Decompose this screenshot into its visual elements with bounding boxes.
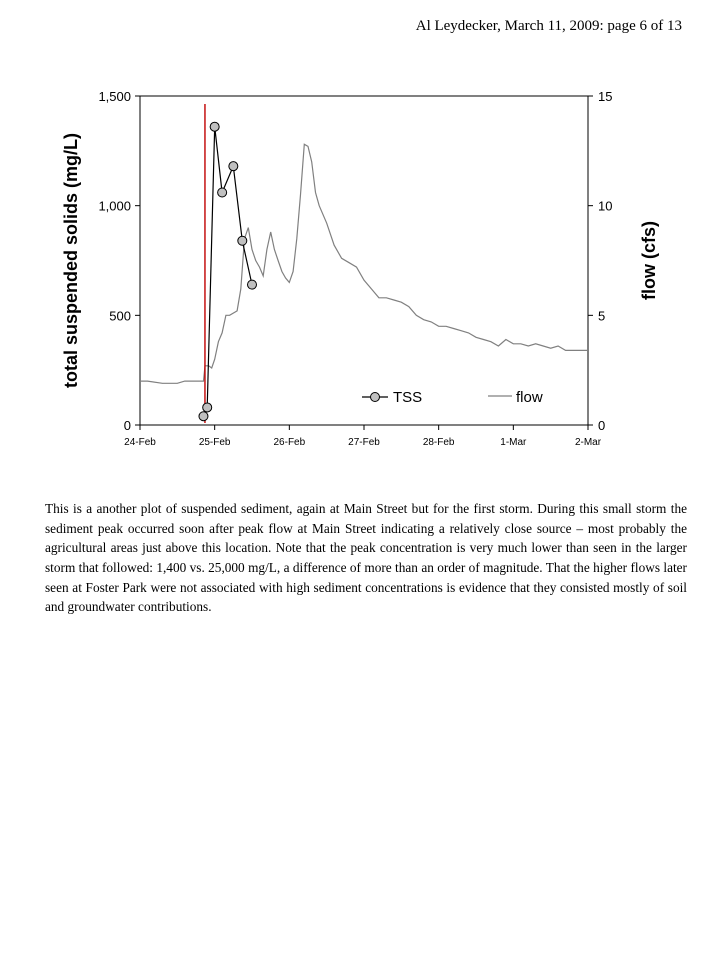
tss-point [229, 162, 238, 171]
tss-point [199, 412, 208, 421]
x-tick-label: 25-Feb [198, 437, 231, 448]
tss-series-line [204, 127, 253, 417]
tss-point [210, 122, 219, 131]
y-tick-label: 500 [109, 308, 131, 324]
x-tick-label: 27-Feb [348, 437, 380, 448]
x-tick-label: 24-Feb [124, 437, 156, 448]
x-tick-label: 1-Mar [500, 437, 527, 448]
x-tick-label: 28-Feb [422, 437, 455, 448]
y-axis-title: total suspended solids (mg/L) [61, 132, 81, 389]
y2-tick-label: 10 [598, 198, 613, 214]
x-tick-label: 26-Feb [273, 437, 306, 448]
tss-point [203, 403, 212, 412]
y2-tick-label: 5 [598, 308, 606, 324]
y2-tick-label: 0 [598, 418, 606, 433]
flow-series-line [140, 144, 588, 383]
chart-svg [0, 0, 720, 470]
legend-flow-label: flow [516, 389, 543, 406]
page-header: Al Leydecker, March 11, 2009: page 6 of 13 [415, 18, 682, 34]
x-tick-label: 2-Mar [574, 437, 602, 448]
tss-point [218, 188, 227, 197]
y2-axis-title: flow (cfs) [639, 221, 659, 300]
tss-point [248, 280, 257, 289]
y-tick-label: 1,500 [98, 89, 131, 104]
body-paragraph: This is a another plot of suspended sediment, again at Main Street but for the first storm. During this small storm the sediment peak occurred soon after peak flow at Main Street indicating a relatively close source – most probably the agricultural areas just above this location. Note that the peak concentration is very much lower than seen in the larger storm that followed: 1,400 vs. 25,000 mg/L, a difference of more than an order of magnitude. That the higher flows later seen at Foster Park were not associated with high sediment concentrations is evidence that they consisted mostly of soil and groundwater contributions. [45, 501, 687, 615]
y-tick-label: 1,000 [98, 198, 131, 214]
plot-frame [140, 96, 588, 425]
tss-point [238, 236, 247, 245]
legend-tss-marker [371, 393, 380, 402]
y2-tick-label: 15 [598, 89, 613, 104]
legend-tss-label: TSS [393, 389, 423, 406]
chart [0, 0, 720, 470]
y-tick-label: 0 [123, 418, 131, 433]
